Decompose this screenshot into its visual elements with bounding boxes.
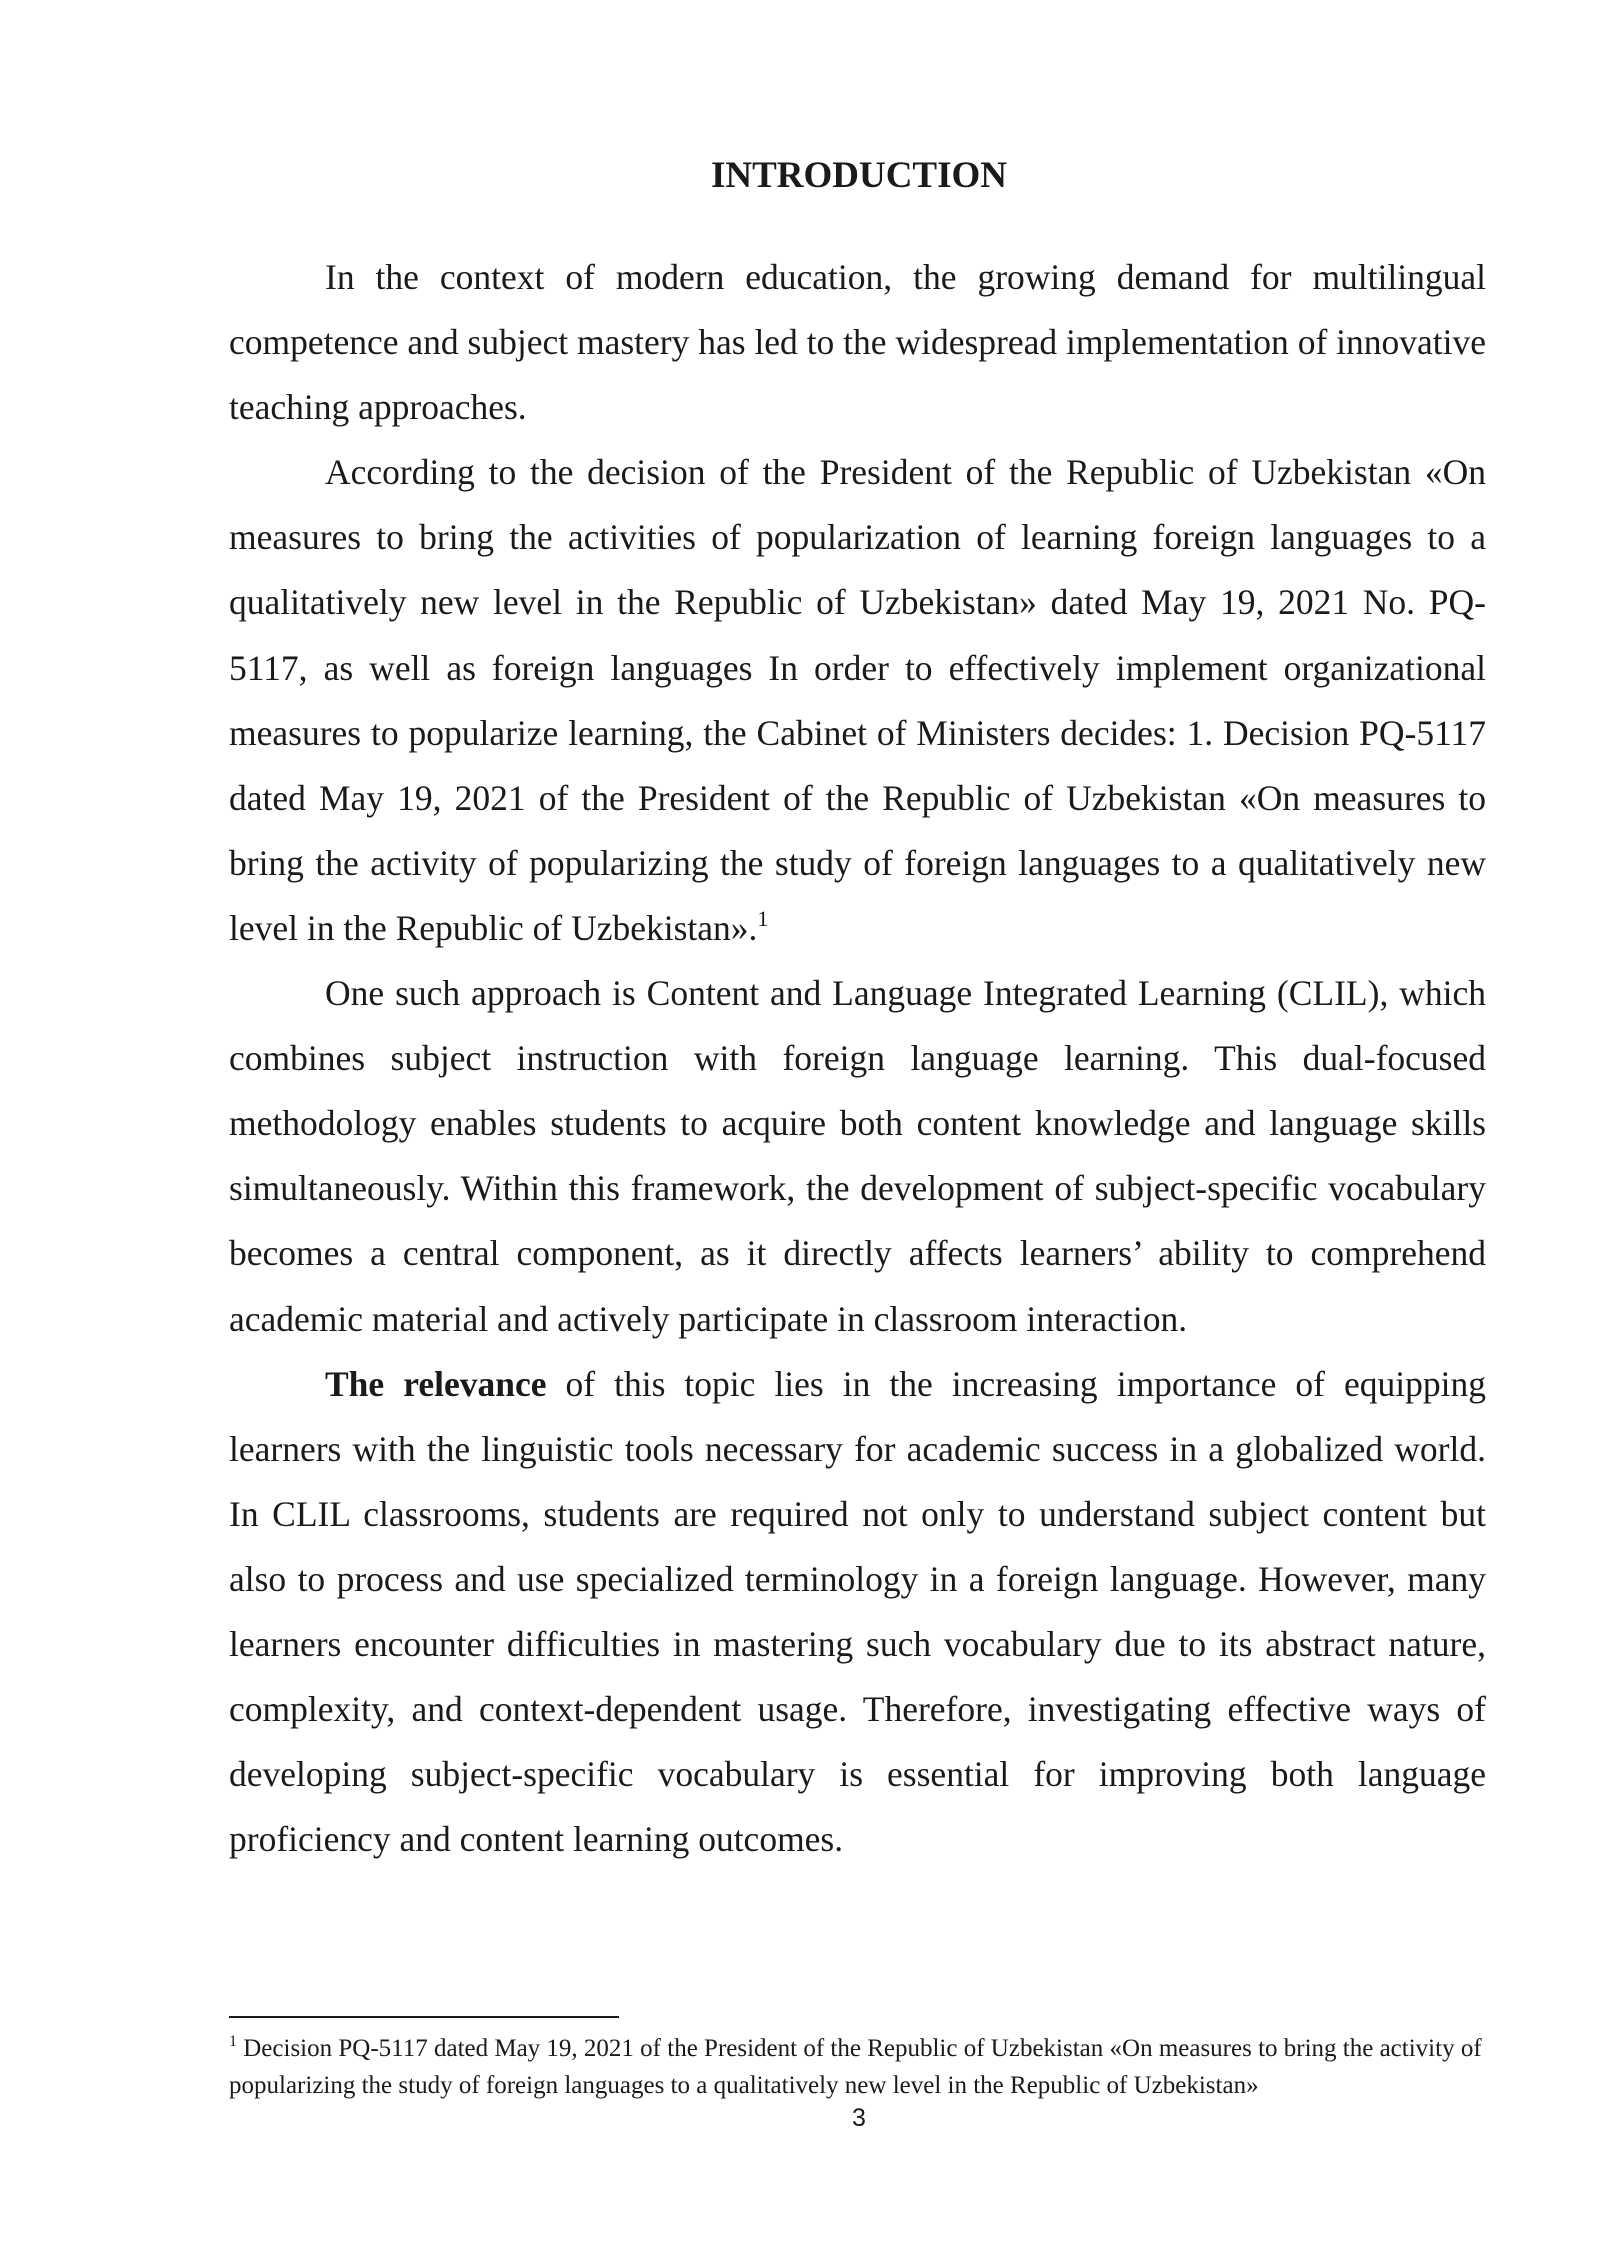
paragraph-3-text: One such approach is Content and Language Integrated Learning (CLIL), which combines subject instruction with foreign language learning. This dual-focused methodology enables students to acquire both content knowledge and language skills simultaneously. Within this framework, the development of subject-specific vocabulary becomes a central component, as it directly affects learners’ ability to comprehend academic material and actively participate in classroom interaction. bbox=[229, 973, 1486, 1339]
paragraph-2-text: According to the decision of the President of the Republic of Uzbekistan «On measures to bring the activities of popularization of learning foreign languages to a qualitatively new level in the Republic of Uzbekistan» dated May 19, 2021 No. PQ-5117, as well as foreign languages In order to effectively implement organizational measures to popularize learning, the Cabinet of Ministers decides: 1. Decision PQ-5117 dated May 19, 2021 of the President of the Republic of Uzbekistan «On measures to bring the activity of popularizing the study of foreign languages to a qualitatively new level in the Republic of Uzbekistan». bbox=[229, 452, 1486, 948]
page-title: INTRODUCTION bbox=[710, 155, 1008, 196]
paragraph-4 bbox=[229, 1352, 1486, 1873]
footnote-text: Decision PQ-5117 dated May 19, 2021 of the President of the Republic of Uzbekistan «On measures to bring the activity of popularizing the study of foreign languages to a qualitatively new level in the Republic of Uzbekistan» bbox=[229, 2035, 1482, 2099]
page-number: 3 bbox=[852, 2104, 866, 2132]
paragraph-1 bbox=[229, 245, 1486, 440]
body-text bbox=[229, 245, 1486, 1872]
footnote-separator bbox=[229, 2016, 619, 2018]
footnote-marker: 1 bbox=[229, 2033, 237, 2050]
paragraph-2 bbox=[229, 440, 1486, 961]
footnote-reference[interactable]: 1 bbox=[757, 905, 769, 931]
paragraph-1-text: In the context of modern education, the growing demand for multilingual competence and subject mastery has led to the widespread implementation of innovative teaching approaches. bbox=[229, 257, 1486, 428]
footnote bbox=[229, 2030, 1486, 2104]
relevance-lead: The relevance bbox=[325, 1363, 547, 1404]
paragraph-3 bbox=[229, 961, 1486, 1352]
paragraph-4-text: of this topic lies in the increasing importance of equipping learners with the linguistic tools necessary for academic success in a globalized world. In CLIL classrooms, students are required not only to understand subject content but also to process and use specialized terminology in a foreign language. However, many learners encounter difficulties in mastering such vocabulary due to its abstract nature, complexity, and context-dependent usage. Therefore, investigating effective ways of developing subject-specific vocabulary is essential for improving both language proficiency and content learning outcomes. bbox=[229, 1363, 1486, 1860]
